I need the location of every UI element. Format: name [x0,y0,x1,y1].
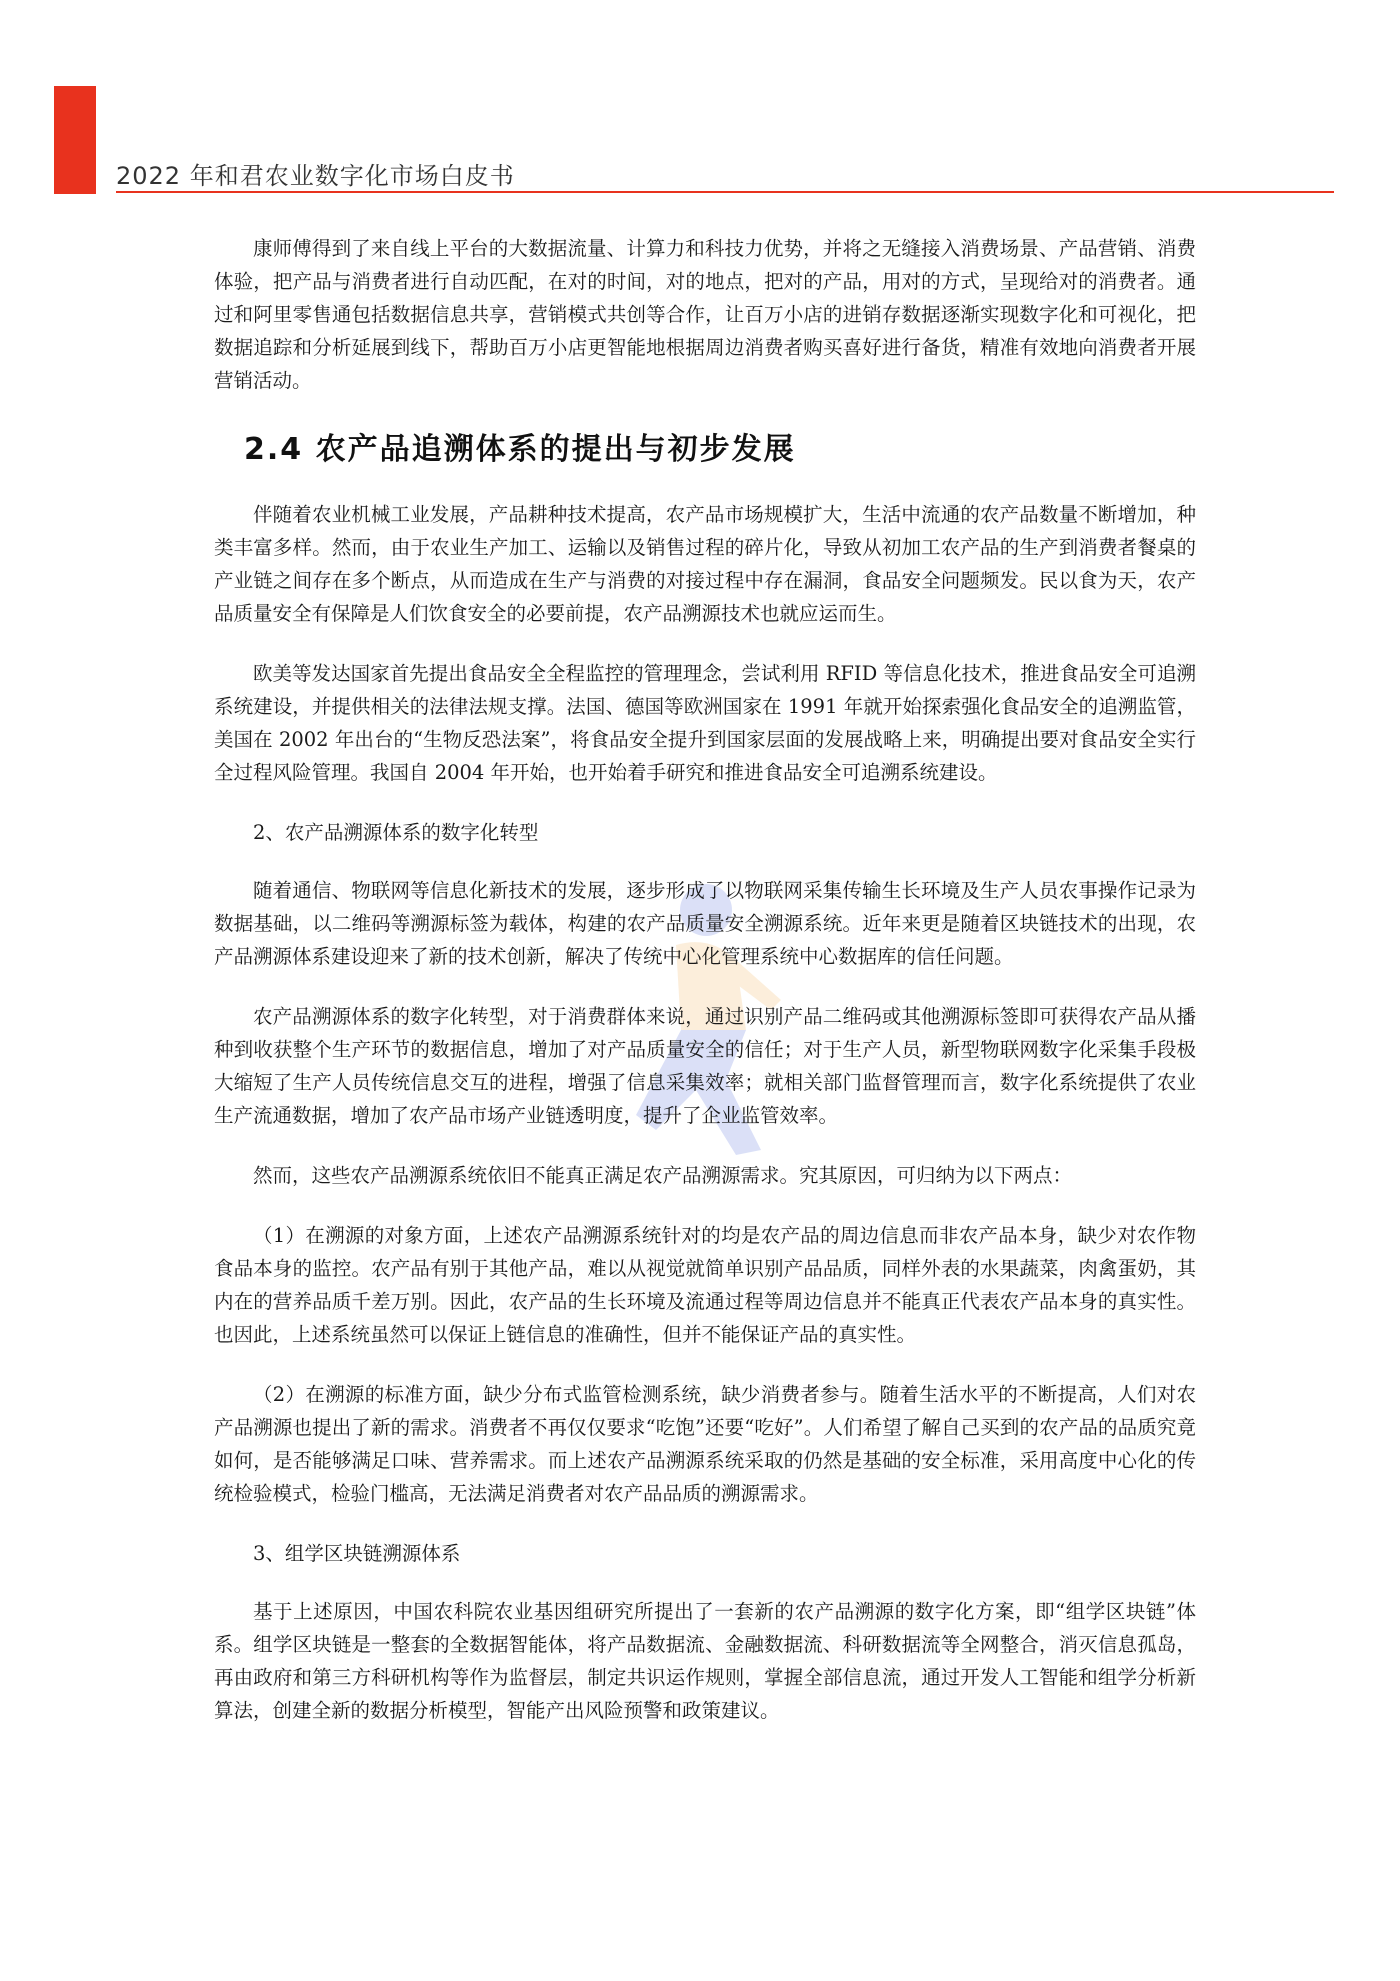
subsection-heading: 3、组学区块链溯源体系 [253,1542,461,1565]
header-accent-bar [54,86,96,194]
section-heading: 2.4 农产品追溯体系的提出与初步发展 [244,432,796,467]
subsection-heading: 2、农产品溯源体系的数字化转型 [253,821,539,844]
body-paragraph: 农产品溯源体系的数字化转型，对于消费群体来说，通过识别产品二维码或其他溯源标签即可获得农产品从播种到收获整个生产环节的数据信息，增加了对产品质量安全的信任；对于生产人员，新型物联网数字化采集手段极大缩短了生产人员传统信息交互的进程，增强了信息采集效率；就相关部门监督管理而言，数字化系统提供了农业生产流通数据，增加了农产品市场产业链透明度，提升了企业监管效率。 [214,1005,1196,1127]
body-paragraph: 欧美等发达国家首先提出食品安全全程监控的管理理念，尝试利用 RFID 等信息化技术，推进食品安全可追溯系统建设，并提供相关的法律法规支撑。法国、德国等欧洲国家在 1991 年就开始探索强化食品安全的追溯监管，美国在 2002 年出台的“生物反恐法案”，将食品安全提升到国家层面的发展战略上来，明确提出要对食品安全实行全过程风险管理。我国自 2004 年开始，也开始着手研究和推进食品安全可追溯系统建设。 [214,662,1196,784]
document-title: 2022 年和君农业数字化市场白皮书 [116,162,515,190]
intro-paragraph: 康师傅得到了来自线上平台的大数据流量、计算力和科技力优势，并将之无缝接入消费场景、产品营销、消费体验，把产品与消费者进行自动匹配，在对的时间，对的地点，把对的产品，用对的方式，呈现给对的消费者。通过和阿里零售通包括数据信息共享，营销模式共创等合作，让百万小店的进销存数据逐渐实现数字化和可视化，把数据追踪和分析延展到线下，帮助百万小店更智能地根据周边消费者购买喜好进行备货，精准有效地向消费者开展营销活动。 [214,237,1196,392]
list-paragraph: （1）在溯源的对象方面，上述农产品溯源系统针对的均是农产品的周边信息而非农产品本身，缺少对农作物食品本身的监控。农产品有别于其他产品，难以从视觉就简单识别产品品质，同样外表的水果蔬菜，肉禽蛋奶，其内在的营养品质千差万别。因此，农产品的生长环境及流通过程等周边信息并不能真正代表农产品本身的真实性。也因此，上述系统虽然可以保证上链信息的准确性，但并不能保证产品的真实性。 [214,1224,1196,1346]
main-content [214,232,1196,1754]
body-paragraph: 伴随着农业机械工业发展，产品耕种技术提高，农产品市场规模扩大，生活中流通的农产品数量不断增加，种类丰富多样。然而，由于农业生产加工、运输以及销售过程的碎片化，导致从初加工农产品的生产到消费者餐桌的产业链之间存在多个断点，从而造成在生产与消费的对接过程中存在漏洞，食品安全问题频发。民以食为天，农产品质量安全有保障是人们饮食安全的必要前提，农产品溯源技术也就应运而生。 [214,503,1196,625]
body-paragraph: 基于上述原因，中国农科院农业基因组研究所提出了一套新的农产品溯源的数字化方案，即“组学区块链”体系。组学区块链是一整套的全数据智能体，将产品数据流、金融数据流、科研数据流等全网整合，消灭信息孤岛，再由政府和第三方科研机构等作为监督层，制定共识运作规则，掌握全部信息流，通过开发人工智能和组学分析新算法，创建全新的数据分析模型，智能产出风险预警和政策建议。 [214,1600,1196,1722]
body-paragraph: 然而，这些农产品溯源系统依旧不能真正满足农产品溯源需求。究其原因，可归纳为以下两点： [253,1164,1073,1187]
list-paragraph: （2）在溯源的标准方面，缺少分布式监管检测系统，缺少消费者参与。随着生活水平的不断提高，人们对农产品溯源也提出了新的需求。消费者不再仅仅要求“吃饱”还要“吃好”。人们希望了解自己买到的农产品的品质究竟如何，是否能够满足口味、营养需求。而上述农产品溯源系统采取的仍然是基础的安全标准，采用高度中心化的传统检验模式，检验门槛高，无法满足消费者对农产品品质的溯源需求。 [214,1383,1196,1505]
header-divider [116,191,1334,193]
body-paragraph: 随着通信、物联网等信息化新技术的发展，逐步形成了以物联网采集传输生长环境及生产人员农事操作记录为数据基础，以二维码等溯源标签为载体，构建的农产品质量安全溯源系统。近年来更是随着区块链技术的出现，农产品溯源体系建设迎来了新的技术创新，解决了传统中心化管理系统中心数据库的信任问题。 [214,879,1196,968]
